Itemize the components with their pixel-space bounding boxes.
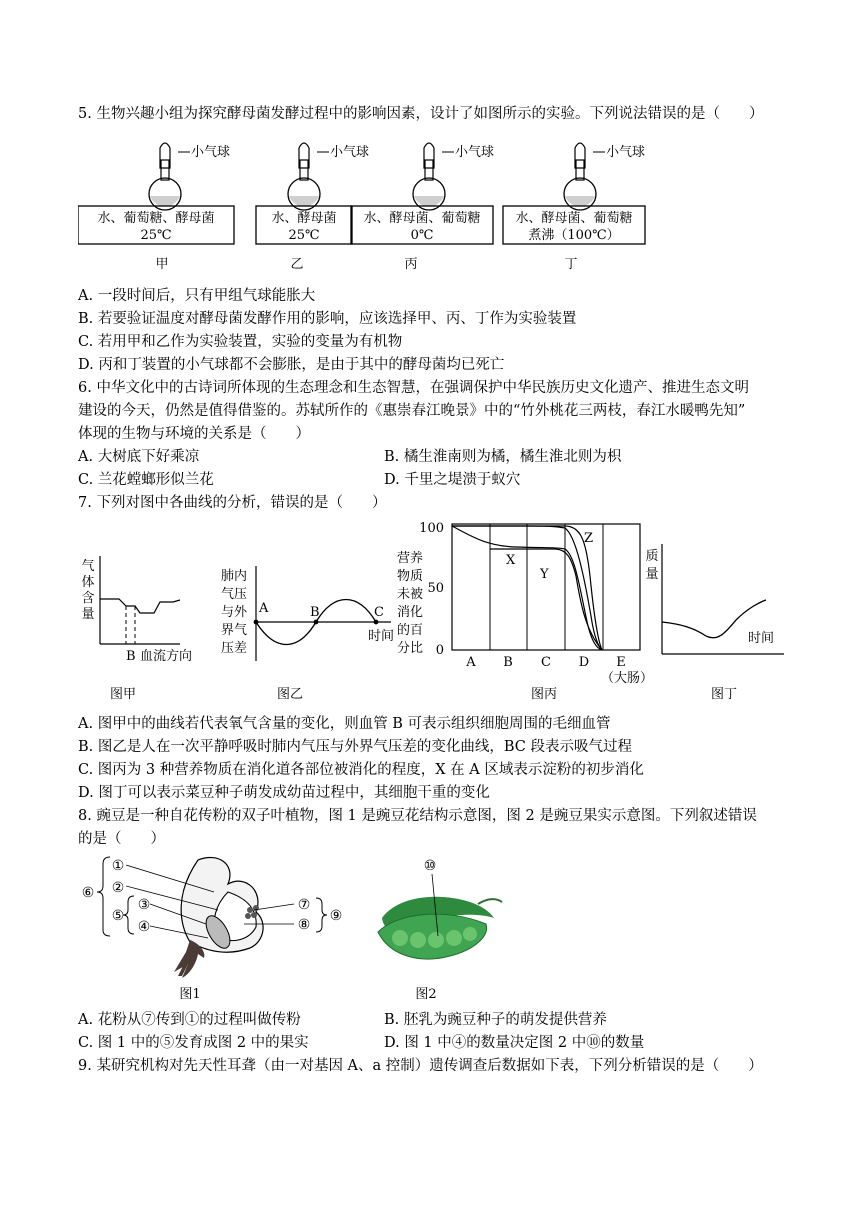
q5-option-d: D. 丙和丁装置的小气球都不会膨胀，是由于其中的酵母菌均已死亡 — [78, 357, 505, 373]
q6-option-b: B. 橘生淮南则为橘，橘生淮北则为枳 — [384, 449, 622, 465]
fig-jia-xlabel: 血流方向 — [140, 649, 193, 664]
flower-label-8: ⑧ — [297, 917, 311, 933]
fig1-caption: 图1 — [179, 987, 201, 1002]
fig-bing-ylabel: 物质 — [396, 569, 424, 584]
fig-jia — [81, 556, 192, 702]
flower-label-4: ④ — [137, 919, 151, 935]
pea-pod-illustration — [378, 874, 502, 959]
q9-stem: 9. 某研究机构对先天性耳聋（由一对基因 A、a 控制）遗传调查后数据如下表，下列分析错误的是（ ） — [78, 1058, 763, 1074]
fig-yi-ylabel: 与外 — [220, 605, 248, 620]
fig-jia-point-b: B — [126, 649, 136, 664]
fig-bing-caption: 图丙 — [530, 687, 558, 702]
fig-yi-ylabel: 界气 — [220, 623, 248, 638]
fig-yi-ylabel: 压差 — [220, 641, 248, 656]
region-e: E — [616, 655, 626, 670]
balloon-label: 小气球 — [606, 145, 646, 160]
region-d: D — [578, 655, 590, 670]
curve-z-label: Z — [584, 531, 594, 546]
fig-yi-ylabel: 气压 — [220, 587, 248, 602]
flower-label-1: ① — [111, 858, 125, 874]
setup-bing-temp: 0℃ — [410, 228, 434, 243]
fig-yi-point-a: A — [259, 601, 269, 616]
q5-stem: 5. 生物兴趣小组为探究酵母菌发酵过程中的影响因素，设计了如图所示的实验。下列说法错误的是（ ） — [78, 106, 764, 122]
colon-label: （大肠） — [601, 671, 654, 686]
q6-stem-line2: 建设的今天，仍然是值得借鉴的。苏轼所作的《惠崇春江晚景》中的“竹外桃花三两枝，春江水暖鸭先知” — [78, 403, 746, 419]
q8-option-b: B. 胚乳为豌豆种子的萌发提供营养 — [384, 1012, 607, 1028]
fig-jia-caption: 图甲 — [109, 687, 137, 702]
fig-bing-ylabel: 消化 — [396, 605, 424, 620]
flower-label-7: ⑦ — [297, 897, 311, 913]
setup-caption: 甲 — [155, 257, 169, 272]
fig-bing-ylabel: 的百 — [396, 623, 424, 638]
fig-ding-caption: 图丁 — [710, 687, 738, 702]
fig-bing-ytick-50: 50 — [427, 581, 444, 596]
fig-bing-ylabel: 分比 — [396, 641, 424, 656]
flower-label-2: ② — [111, 880, 125, 896]
q8-pea-figure — [78, 852, 518, 1006]
q8-stem-line1: 8. 豌豆是一种自花传粉的双子叶植物，图 1 是豌豆花结构示意图，图 2 是豌豆果实示意图。下列叙述错误 — [78, 808, 757, 824]
pea-flower-illustration — [97, 857, 327, 978]
curve-x-label: X — [506, 553, 516, 568]
q5-yeast-setup-figure — [78, 136, 678, 276]
q6-stem-line1: 6. 中华文化中的古诗词所体现的生态理念和生态智慧，在强调保护中华民族历史文化遗产、推进生态文明 — [78, 380, 749, 396]
q6-option-d: D. 千里之堤溃于蚁穴 — [384, 472, 521, 488]
fig-yi-point-b: B — [310, 605, 320, 620]
setup-bing-contents: 水、酵母菌、葡萄糖 — [363, 211, 481, 226]
setup-jia-temp: 25℃ — [140, 228, 172, 243]
region-b: B — [503, 655, 513, 670]
setup-yi-temp: 25℃ — [288, 228, 320, 243]
fig-ding-xlabel: 时间 — [748, 631, 775, 646]
flower-label-3: ③ — [137, 897, 151, 913]
q8-option-d: D. 图 1 中④的数量决定图 2 中⑩的数量 — [384, 1035, 645, 1051]
flower-label-9: ⑨ — [329, 908, 343, 924]
q5-option-a: A. 一段时间后，只有甲组气球能胀大 — [78, 288, 316, 304]
setup-yi-contents: 水、酵母菌 — [271, 211, 337, 226]
q7-option-a: A. 图甲中的曲线若代表氧气含量的变化，则血管 B 可表示组织细胞周围的毛细血管 — [78, 716, 611, 732]
balloon-label: 小气球 — [191, 145, 231, 160]
fig-jia-ylabel: 体 — [81, 575, 95, 590]
fig-bing-ylabel: 营养 — [396, 551, 424, 566]
fig-yi-caption: 图乙 — [276, 687, 304, 702]
q7-stem: 7. 下列对图中各曲线的分析，错误的是（ ） — [78, 495, 387, 511]
curve-y-label: Y — [540, 567, 549, 582]
region-a: A — [466, 655, 476, 670]
fig-ding — [645, 544, 784, 702]
setup-jia-contents: 水、葡萄糖、酵母菌 — [97, 211, 215, 226]
fig-yi-xlabel: 时间 — [368, 629, 395, 644]
fig-bing-ytick-0: 0 — [435, 643, 444, 658]
region-c: C — [541, 655, 551, 670]
fig-yi-ylabel: 肺内 — [220, 569, 248, 584]
fig-jia-ylabel: 含 — [81, 591, 95, 606]
q7-option-d: D. 图丁可以表示菜豆种子萌发成幼苗过程中，其细胞干重的变化 — [78, 785, 490, 801]
fig-bing-ylabel: 未被 — [396, 587, 424, 602]
q8-option-c: C. 图 1 中的⑤发育成图 2 中的果实 — [78, 1035, 309, 1051]
fig-bing-ytick-100: 100 — [419, 521, 444, 536]
setup-caption: 丙 — [404, 257, 418, 272]
q8-option-a: A. 花粉从⑦传到①的过程叫做传粉 — [78, 1012, 301, 1028]
q7-option-c: C. 图丙为 3 种营养物质在消化道各部位被消化的程度，X 在 A 区域表示淀粉的初步消化 — [78, 762, 644, 778]
q5-option-b: B. 若要验证温度对酵母菌发酵作用的影响，应该选择甲、丙、丁作为实验装置 — [78, 311, 577, 327]
setup-caption: 乙 — [290, 257, 304, 272]
setup-ding-temp: 煮沸（100℃） — [528, 228, 620, 243]
fig-jia-ylabel: 气 — [81, 559, 95, 574]
flower-label-6: ⑥ — [81, 885, 95, 901]
setup-caption: 丁 — [564, 257, 578, 272]
fig-ding-ylabel: 质 — [645, 549, 659, 564]
q6-stem-line3: 体现的生物与环境的关系是（ ） — [78, 426, 310, 442]
fig-yi-point-c: C — [374, 605, 384, 620]
balloon-label: 小气球 — [455, 145, 495, 160]
q5-option-c: C. 若用甲和乙作为实验装置，实验的变量为有机物 — [78, 334, 403, 350]
q7-curves-figure — [76, 516, 796, 706]
q6-option-c: C. 兰花螳螂形似兰花 — [78, 472, 214, 488]
fig-yi — [221, 566, 394, 702]
flower-label-5: ⑤ — [111, 908, 125, 924]
setup-ding-contents: 水、酵母菌、葡萄糖 — [515, 211, 633, 226]
fig-ding-ylabel: 量 — [645, 567, 659, 582]
pod-label-10: ⑩ — [423, 858, 437, 874]
balloon-label: 小气球 — [330, 145, 370, 160]
fig-jia-ylabel: 量 — [81, 607, 95, 622]
fig2-caption: 图2 — [415, 987, 437, 1002]
q7-option-b: B. 图乙是人在一次平静呼吸时肺内气压与外界气压差的变化曲线，BC 段表示吸气过程 — [78, 739, 632, 755]
q6-option-a: A. 大树底下好乘凉 — [78, 449, 200, 465]
q8-stem-line2: 的是（ ） — [78, 831, 165, 847]
fig-bing — [397, 521, 653, 702]
